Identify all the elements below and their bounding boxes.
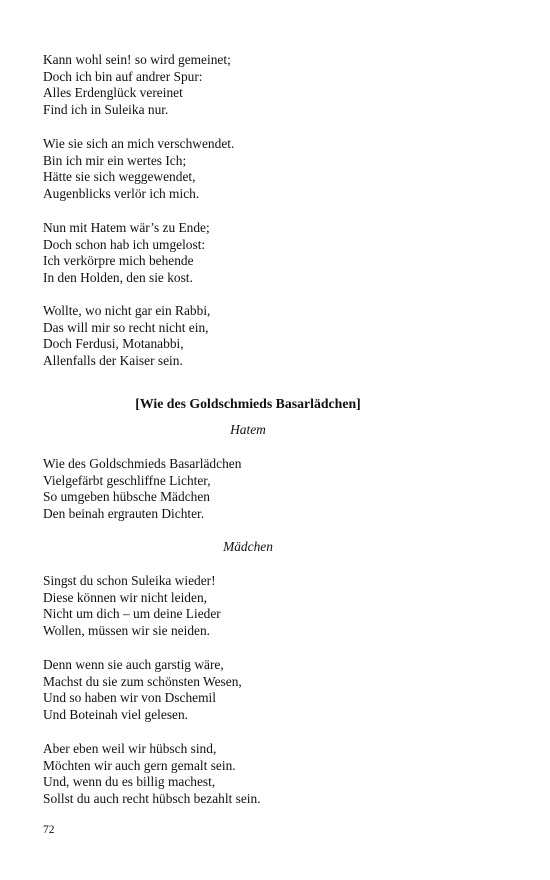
stanza	[43, 303, 210, 369]
verse-line: Und so haben wir von Dschemil	[43, 690, 216, 706]
verse-line: Und Boteinah viel gelesen.	[43, 706, 189, 722]
stanza	[43, 136, 234, 202]
verse-line: Das will mir so recht nicht ein,	[43, 319, 209, 335]
verse-line: Hätte sie sich weggewendet,	[43, 169, 196, 185]
verse-line: Singst du schon Suleika wieder!	[43, 573, 216, 588]
verse-line: Wollte, wo nicht gar ein Rabbi,	[43, 303, 211, 318]
verse-line: Ich verkörpre mich behende	[43, 253, 194, 269]
verse-line: Bin ich mir ein wertes Ich;	[43, 152, 187, 168]
verse-line: In den Holden, den sie kost.	[43, 269, 193, 285]
stanza	[43, 52, 231, 118]
verse-line: Doch Ferdusi, Motanabbi,	[43, 336, 184, 352]
speaker-heading: Hatem	[230, 422, 266, 437]
page-number: 72	[43, 824, 55, 836]
verse-line: Alles Erdenglück vereinet	[43, 85, 183, 101]
verse-line: Denn wenn sie auch garstig wäre,	[43, 657, 224, 672]
stanza	[43, 657, 242, 723]
verse-line: Nicht um dich – um deine Lieder	[43, 606, 221, 622]
verse-line: Den beinah ergrauten Dichter.	[43, 505, 205, 521]
verse-line: Kann wohl sein! so wird gemeinet;	[43, 52, 231, 67]
verse-line: Allenfalls der Kaiser sein.	[43, 352, 183, 368]
verse-line: So umgeben hübsche Mädchen	[43, 489, 210, 505]
verse-line: Wie des Goldschmieds Basarlädchen	[43, 456, 242, 471]
verse-line: Aber eben weil wir hübsch sind,	[43, 741, 217, 756]
verse-line: Nun mit Hatem wär’s zu Ende;	[43, 220, 210, 235]
stanza	[43, 741, 261, 807]
verse-line: Wollen, müssen wir sie neiden.	[43, 622, 211, 638]
verse-line: Möchten wir auch gern gemalt sein.	[43, 757, 236, 773]
stanza	[43, 220, 210, 286]
verse-line: Vielgefärbt geschliffne Lichter,	[43, 472, 211, 488]
verse-line: Machst du sie zum schönsten Wesen,	[43, 673, 242, 689]
stanza	[43, 573, 221, 639]
verse-line: Find ich in Suleika nur.	[43, 101, 169, 117]
poem-title: [Wie des Goldschmieds Basarlädchen]	[135, 396, 361, 411]
speaker-heading: Mädchen	[223, 539, 273, 554]
verse-line: Wie sie sich an mich verschwendet.	[43, 136, 235, 151]
verse-line: Doch ich bin auf andrer Spur:	[43, 68, 203, 84]
verse-line: Sollst du auch recht hübsch bezahlt sein.	[43, 790, 261, 806]
verse-line: Diese können wir nicht leiden,	[43, 589, 207, 605]
verse-line: Und, wenn du es billig machest,	[43, 774, 216, 790]
stanza	[43, 456, 241, 522]
verse-line: Doch schon hab ich umgelost:	[43, 236, 206, 252]
verse-line: Augenblicks verlör ich mich.	[43, 185, 200, 201]
